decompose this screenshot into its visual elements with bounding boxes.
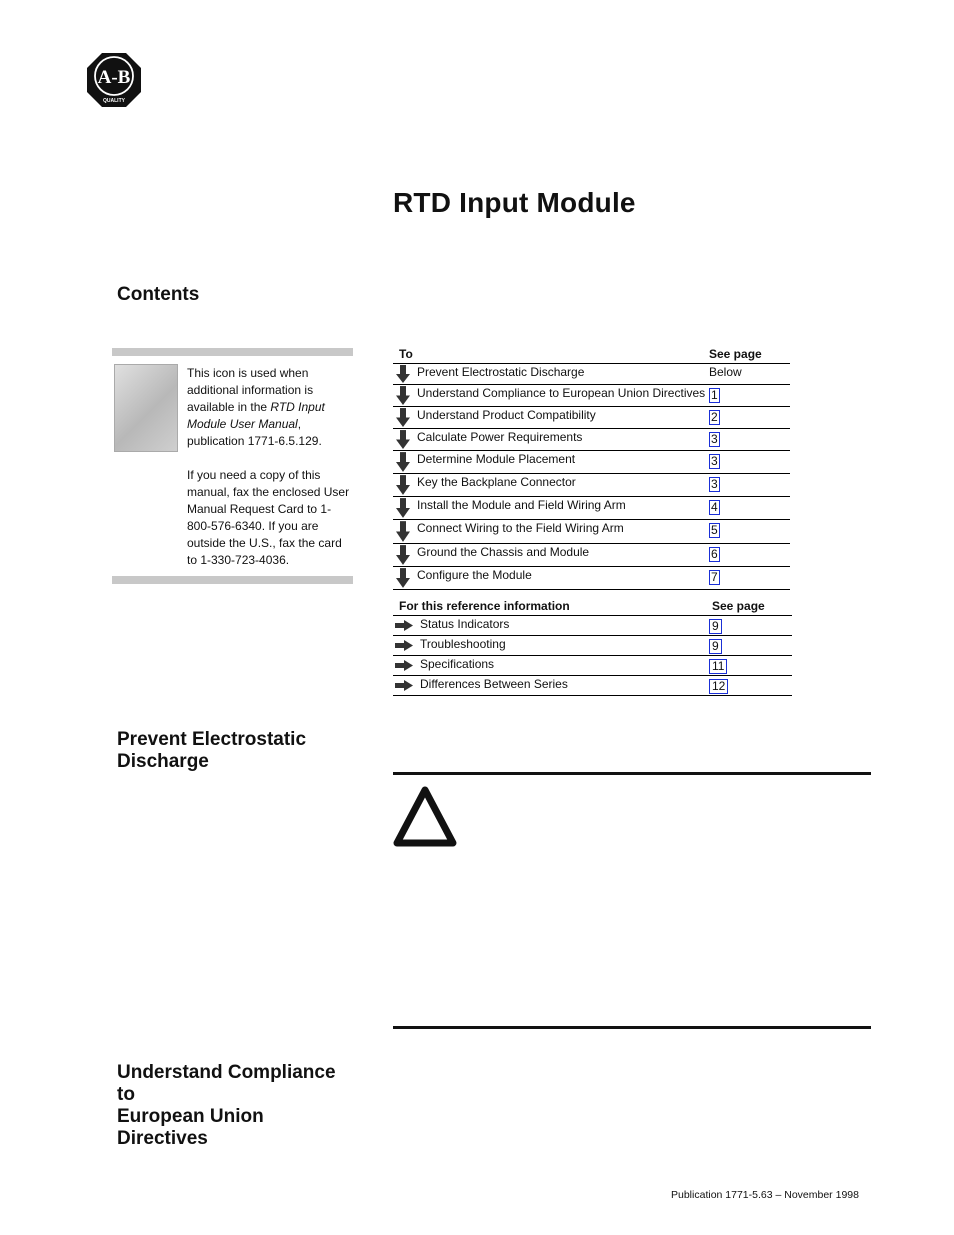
reference-row — [393, 656, 792, 676]
page-link[interactable]: 5 — [711, 523, 718, 537]
page-link[interactable]: 4 — [711, 500, 718, 514]
down-arrow-icon — [395, 497, 411, 519]
info-note — [187, 365, 355, 586]
contents-row — [393, 407, 790, 429]
user-manual-book-icon — [114, 364, 178, 452]
warning-top-rule — [393, 772, 871, 775]
info-paragraph-1: This icon is used when additional information is available in the RTD Input Module User Manual, publication 1771-6.5.129. — [187, 366, 325, 448]
info-top-bar — [112, 348, 353, 356]
page-link[interactable]: 6 — [711, 547, 718, 561]
contents-row — [393, 451, 790, 474]
page-link[interactable]: 9 — [709, 639, 722, 654]
contents-row — [393, 544, 790, 567]
page-link[interactable]: 3 — [711, 454, 718, 468]
down-arrow-icon — [395, 451, 411, 473]
contents-row-label: Calculate Power Requirements — [417, 430, 583, 444]
down-arrow-icon — [395, 364, 411, 384]
down-arrow-icon — [395, 385, 411, 406]
down-arrow-icon — [395, 474, 411, 496]
contents-heading: Contents — [117, 284, 200, 305]
page-link[interactable]: 9 — [709, 619, 722, 634]
reference-row — [393, 636, 792, 656]
col-to: To — [399, 347, 413, 361]
contents-row-label: Understand Product Compatibility — [417, 408, 596, 422]
contents-row-label: Understand Compliance to European Union Directives — [417, 386, 706, 400]
publication-footer: Publication 1771-5.63 – November 1998 — [671, 1189, 859, 1201]
contents-row-label: Prevent Electrostatic Discharge — [417, 365, 585, 379]
reference-row-label: Status Indicators — [420, 617, 510, 631]
page-link[interactable]: 11 — [709, 659, 727, 674]
right-arrow-icon — [394, 660, 414, 671]
reference-table-header — [393, 598, 792, 616]
page-link[interactable]: 3 — [711, 432, 718, 446]
right-arrow-icon — [394, 620, 414, 631]
contents-row-label: Configure the Module — [417, 568, 532, 582]
contents-row — [393, 520, 790, 544]
reference-row — [393, 616, 792, 636]
contents-table-header — [393, 347, 790, 364]
page-link[interactable]: 12 — [709, 679, 728, 694]
reference-row-label: Differences Between Series — [420, 677, 568, 691]
down-arrow-icon — [395, 407, 411, 428]
col-see-page: See page — [712, 599, 765, 613]
info-paragraph-2: If you need a copy of this manual, fax the enclosed User Manual Request Card to 1-800-576-6340. If you are outside the U.S., fax the card to 1-330-723-4036. — [187, 468, 350, 567]
info-bottom-bar — [112, 576, 353, 584]
col-reference-info: For this reference information — [399, 599, 570, 613]
contents-row — [393, 385, 790, 407]
down-arrow-icon — [395, 567, 411, 589]
down-arrow-icon — [395, 429, 411, 450]
warning-bottom-rule — [393, 1026, 871, 1029]
contents-row — [393, 429, 790, 451]
contents-row — [393, 364, 790, 385]
page-link[interactable]: 1 — [711, 388, 718, 402]
contents-row-label: Ground the Chassis and Module — [417, 545, 590, 559]
right-arrow-icon — [394, 680, 414, 691]
logo-text: A-B — [97, 67, 131, 88]
page-title: RTD Input Module — [393, 187, 636, 218]
allen-bradley-logo — [86, 52, 142, 108]
contents-row-label: Install the Module and Field Wiring Arm — [417, 498, 626, 512]
page-link[interactable]: 7 — [711, 570, 718, 584]
reference-row — [393, 676, 792, 696]
reference-row-label: Specifications — [420, 657, 495, 671]
contents-row-label: Connect Wiring to the Field Wiring Arm — [417, 521, 624, 535]
contents-row-label: Key the Backplane Connector — [417, 475, 576, 489]
contents-table — [393, 347, 790, 590]
down-arrow-icon — [395, 520, 411, 543]
contents-row — [393, 474, 790, 497]
right-arrow-icon — [394, 640, 414, 651]
page-link[interactable]: 2 — [711, 410, 718, 424]
page-link[interactable]: 3 — [711, 477, 718, 491]
eu-compliance-heading: Understand Compliance to European Union Directives — [117, 1062, 336, 1149]
reference-row-label: Troubleshooting — [420, 637, 506, 651]
contents-row — [393, 567, 790, 590]
page-ref: Below — [709, 365, 742, 379]
logo-subtext: QUALITY — [103, 98, 125, 104]
warning-triangle-icon — [392, 784, 458, 848]
contents-row — [393, 497, 790, 520]
down-arrow-icon — [395, 544, 411, 566]
col-see-page: See page — [709, 347, 762, 361]
reference-table — [393, 598, 792, 696]
contents-row-label: Determine Module Placement — [417, 452, 576, 466]
prevent-esd-heading: Prevent Electrostatic Discharge — [117, 729, 307, 772]
